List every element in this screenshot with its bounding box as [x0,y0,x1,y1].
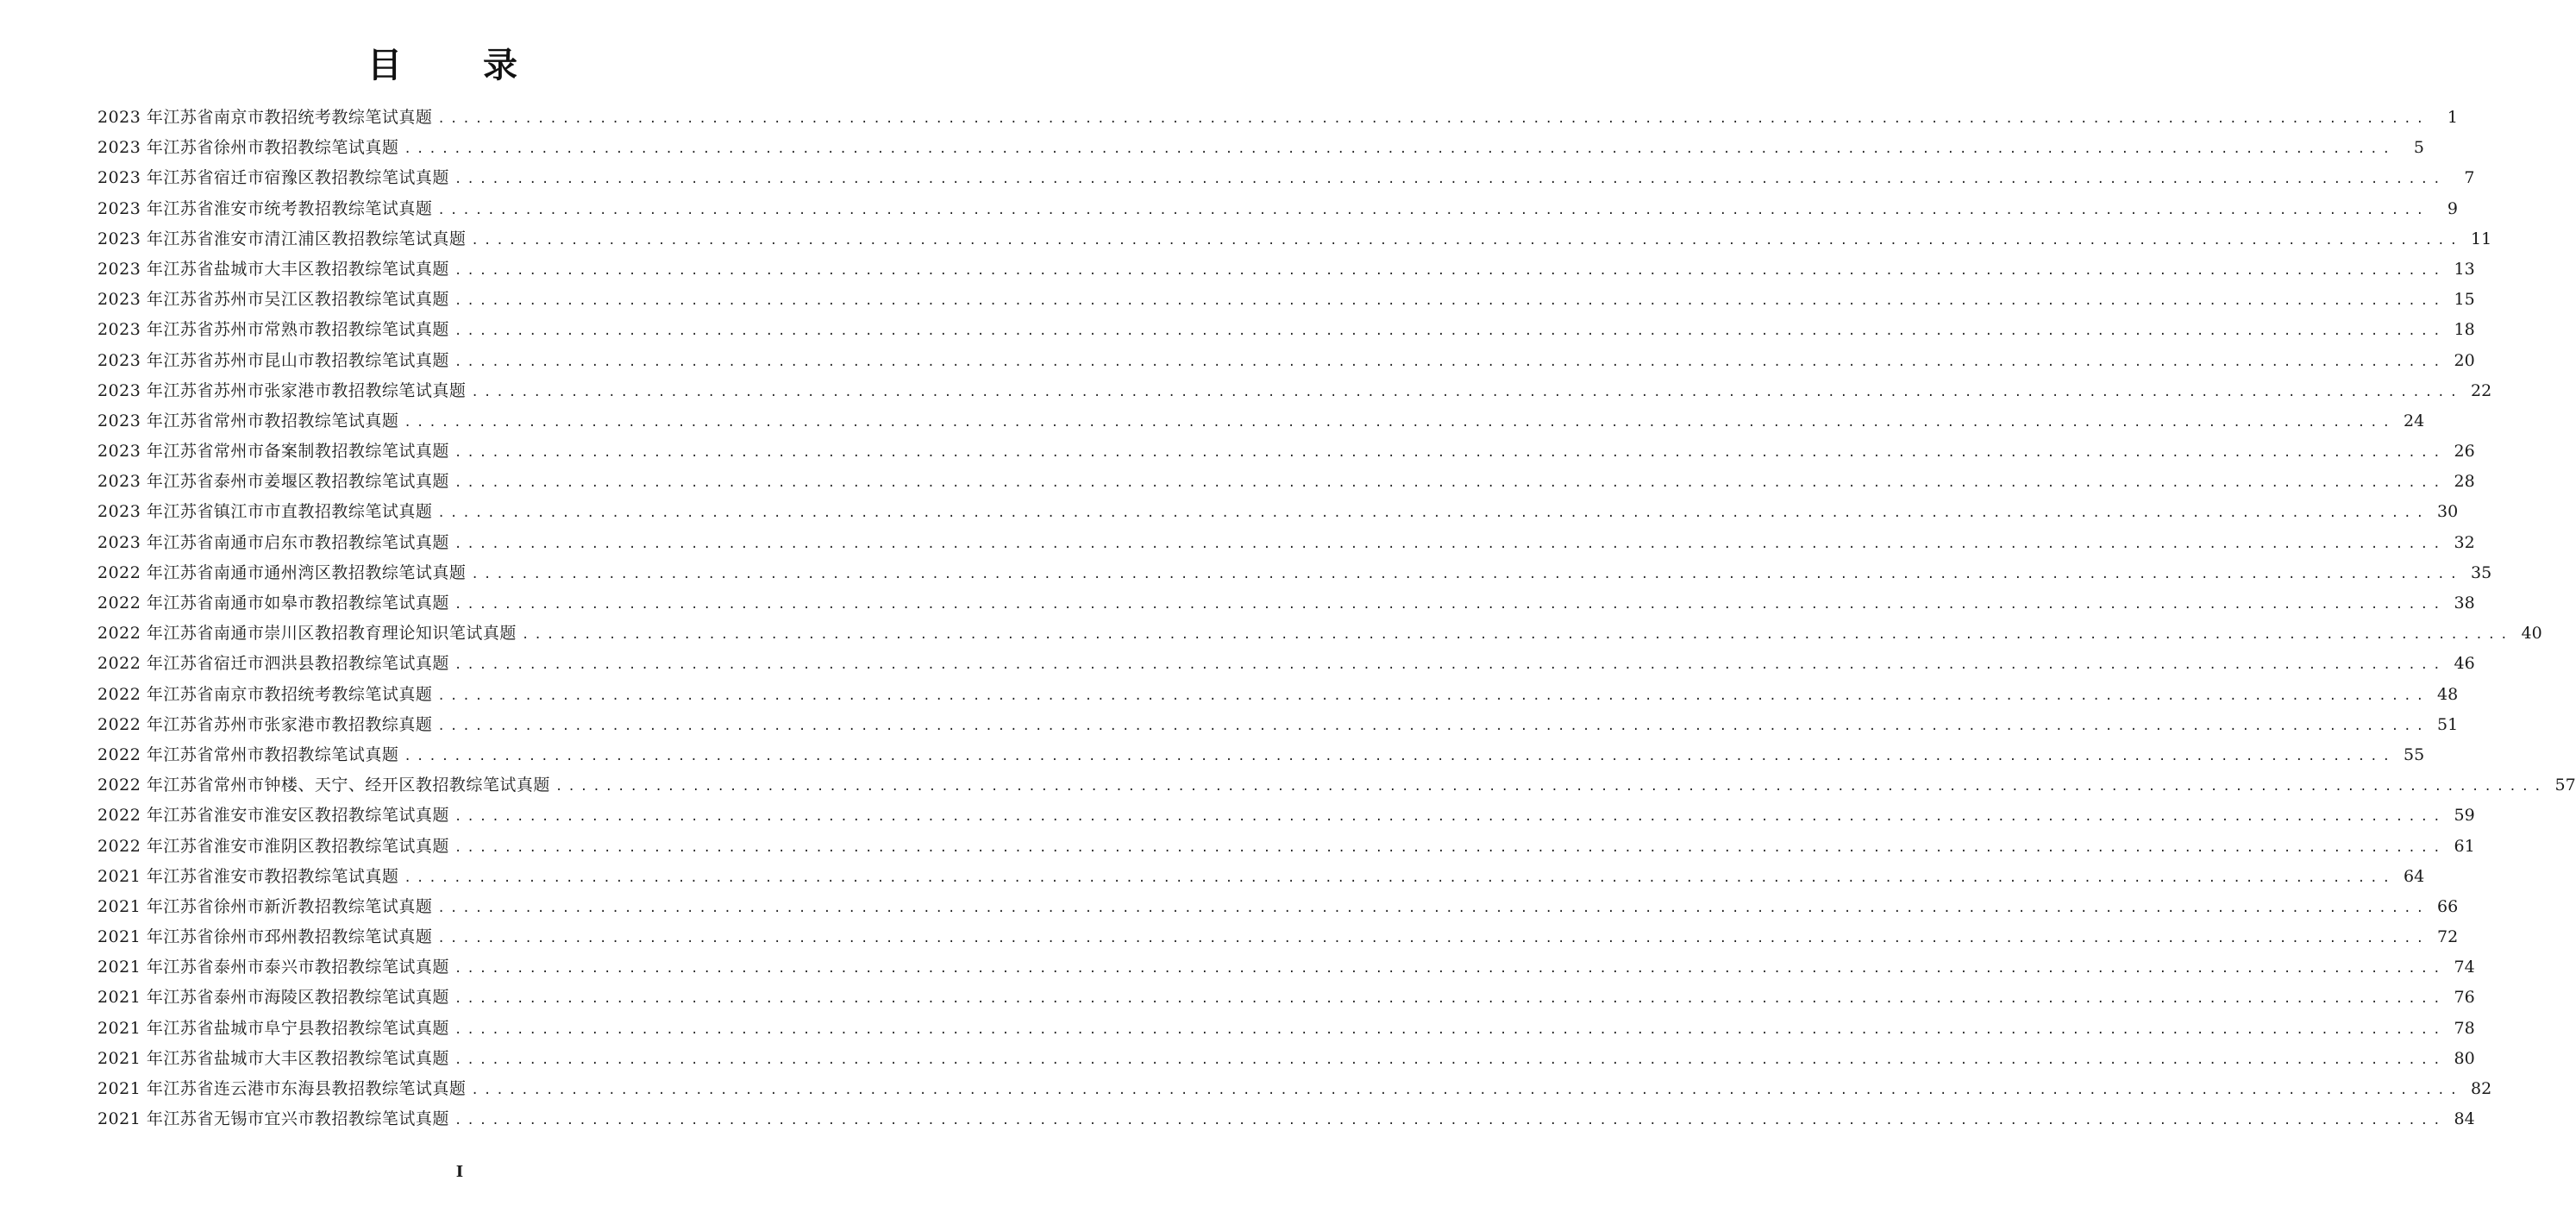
toc-entry[interactable] [97,1044,2475,1074]
toc-entry-title: 2023 年江苏省淮安市统考教招教综笔试真题 [97,198,433,218]
toc-entry-title: 2023 年江苏省泰州市姜堰区教招教综笔试真题 [97,472,449,492]
toc-entry[interactable] [97,528,2475,558]
toc-entry-title: 2022 年江苏省南通市通州湾区教招教综笔试真题 [97,562,467,582]
toc-entry-title: 2023 年江苏省宿迁市宿豫区教招教综笔试真题 [97,168,449,188]
toc-entry-page: 13 [2454,259,2475,279]
toc-leader-dots: ................................................................................................................................................................ [454,263,2446,278]
toc-entry-title: 2021 年江苏省徐州市新沂教招教综笔试真题 [97,896,433,916]
toc-leader-dots: ................................................................................................................................................................ [454,658,2446,673]
toc-entry[interactable] [97,558,2492,588]
toc-entry-page: 26 [2454,442,2475,462]
toc-leader-dots: ................................................................................................................................................................ [437,901,2429,915]
toc-entry[interactable] [97,983,2475,1013]
toc-entry-page: 24 [2404,411,2425,430]
toc-entry-page: 84 [2454,1109,2475,1129]
toc-leader-dots: ................................................................................................................................................................ [454,324,2446,339]
toc-entry-title: 2023 年江苏省常州市教招教综笔试真题 [97,411,399,430]
toc-entry-page: 61 [2454,836,2475,856]
toc-entry[interactable] [97,801,2475,831]
toc-leader-dots: ................................................................................................................................................................ [454,840,2446,855]
toc-entry-title: 2022 年江苏省南通市如皋市教招教综笔试真题 [97,594,449,612]
page-number: I [455,1163,464,1181]
toc-leader-dots: ................................................................................................................................................................ [454,962,2446,977]
toc-entry[interactable] [97,376,2492,406]
toc-entry-page: 78 [2454,1018,2475,1038]
toc-entry[interactable] [97,224,2492,254]
toc-entry-title: 2022 年江苏省淮安市淮阴区教招教综笔试真题 [97,836,449,856]
toc-entry-title: 2023 年江苏省南京市教招统考教综笔试真题 [97,108,433,127]
toc-leader-dots: ................................................................................................................................................................ [471,385,2462,399]
toc-entry[interactable] [97,710,2459,740]
toc-entry[interactable] [97,103,2458,133]
toc-entry[interactable] [97,315,2475,345]
toc-entry-page: 66 [2437,896,2459,916]
toc-leader-dots: ................................................................................................................................................................ [555,780,2547,795]
toc-entry-title: 2022 年江苏省淮安市淮安区教招教综笔试真题 [97,806,449,826]
toc-leader-dots: ................................................................................................................................................................ [437,688,2429,703]
toc-entry[interactable] [97,437,2475,467]
table-of-contents [97,103,2576,1134]
toc-leader-dots: ................................................................................................................................................................ [471,1084,2462,1097]
toc-leader-dots: ................................................................................................................................................................ [454,810,2446,825]
toc-entry-title: 2021 年江苏省连云港市东海县教招教综笔试真题 [97,1079,467,1098]
toc-entry-title: 2023 年江苏省镇江市市直教招教综笔试真题 [97,502,433,522]
toc-leader-dots: ................................................................................................................................................................ [437,932,2429,946]
toc-entry[interactable] [97,649,2475,679]
toc-entry[interactable] [97,892,2459,922]
toc-entry-title: 2023 年江苏省淮安市清江浦区教招教综笔试真题 [97,229,467,248]
toc-entry-page: 64 [2404,866,2425,886]
toc-entry[interactable] [97,1074,2492,1104]
toc-entry-page: 1 [2447,108,2458,127]
toc-entry-page: 72 [2437,927,2459,947]
toc-leader-dots: ................................................................................................................................................................ [437,112,2429,126]
toc-entry-page: 57 [2554,776,2576,795]
toc-leader-dots: ................................................................................................................................................................ [404,415,2395,430]
toc-entry-page: 18 [2454,320,2475,340]
toc-entry[interactable] [97,497,2459,527]
toc-entry-page: 76 [2454,988,2475,1008]
toc-entry-title: 2023 年江苏省常州市备案制教招教综笔试真题 [97,442,449,462]
toc-leader-dots: ................................................................................................................................................................ [404,142,2395,157]
toc-entry-page: 46 [2454,654,2475,674]
toc-leader-dots: ................................................................................................................................................................ [454,476,2446,491]
toc-entry-title: 2022 年江苏省苏州市张家港市教招教综真题 [97,714,433,734]
toc-entry-title: 2023 年江苏省南通市启东市教招教综笔试真题 [97,532,449,552]
toc-entry-title: 2022 年江苏省常州市教招教综笔试真题 [97,744,399,764]
toc-entry-title: 2021 年江苏省泰州市海陵区教招教综笔试真题 [97,988,449,1008]
toc-entry-page: 11 [2471,229,2492,248]
toc-leader-dots: ................................................................................................................................................................ [437,506,2429,521]
toc-entry-page: 51 [2437,714,2459,734]
toc-entry-title: 2021 年江苏省泰州市泰兴市教招教综笔试真题 [97,958,449,977]
toc-entry-page: 35 [2471,562,2492,582]
toc-leader-dots: ................................................................................................................................................................ [454,173,2446,187]
toc-entry-page: 48 [2437,684,2459,704]
toc-entry[interactable] [97,862,2425,892]
toc-entry-title: 2023 年江苏省苏州市吴江区教招教综笔试真题 [97,290,449,310]
toc-entry[interactable] [97,254,2475,285]
toc-leader-dots: ................................................................................................................................................................ [454,537,2446,551]
toc-leader-dots: ................................................................................................................................................................ [471,567,2462,581]
toc-entry-page: 40 [2521,624,2542,644]
toc-entry[interactable] [97,1014,2475,1044]
toc-entry-title: 2021 年江苏省盐城市阜宁县教招教综笔试真题 [97,1018,449,1038]
toc-entry-page: 5 [2413,138,2424,158]
toc-entry[interactable] [97,680,2459,710]
toc-entry[interactable] [97,194,2458,224]
toc-entry[interactable] [97,346,2475,376]
toc-entry-page: 74 [2454,958,2475,977]
toc-entry-title: 2023 年江苏省苏州市常熟市教招教综笔试真题 [97,320,449,340]
toc-leader-dots: ................................................................................................................................................................ [437,719,2429,733]
toc-entry[interactable] [97,832,2475,862]
toc-entry[interactable] [97,133,2424,163]
toc-entry[interactable] [97,1104,2475,1134]
toc-leader-dots: ................................................................................................................................................................ [454,294,2446,309]
toc-entry-page: 28 [2454,472,2475,492]
toc-leader-dots: ................................................................................................................................................................ [454,1052,2446,1067]
toc-entry-title: 2021 年江苏省无锡市宜兴市教招教综笔试真题 [97,1109,449,1129]
toc-entry-page: 38 [2454,594,2475,612]
toc-entry-page: 30 [2437,502,2459,522]
toc-leader-dots: ................................................................................................................................................................ [454,446,2446,461]
toc-entry-page: 7 [2464,168,2475,188]
toc-leader-dots: ................................................................................................................................................................ [471,233,2462,248]
toc-entry-page: 80 [2454,1048,2475,1068]
toc-leader-dots: ................................................................................................................................................................ [454,598,2446,612]
toc-entry-page: 22 [2471,380,2492,400]
toc-entry[interactable] [97,952,2475,983]
toc-entry-page: 55 [2404,744,2425,764]
toc-entry[interactable] [97,770,2576,801]
page-title: 目 录 [367,45,552,85]
toc-entry[interactable] [97,740,2425,770]
toc-entry-page: 15 [2454,290,2475,310]
toc-entry-title: 2021 年江苏省盐城市大丰区教招教综笔试真题 [97,1048,449,1068]
toc-entry-page: 32 [2454,532,2475,552]
toc-leader-dots: ................................................................................................................................................................ [454,1114,2446,1128]
toc-entry-title: 2023 年江苏省盐城市大丰区教招教综笔试真题 [97,259,449,279]
toc-leader-dots: ................................................................................................................................................................ [404,870,2395,885]
toc-entry-title: 2023 年江苏省苏州市张家港市教招教综笔试真题 [97,380,467,400]
toc-entry-title: 2022 年江苏省南通市崇川区教招教育理论知识笔试真题 [97,624,517,644]
toc-entry[interactable] [97,163,2475,193]
toc-entry-title: 2022 年江苏省南京市教招统考教综笔试真题 [97,684,433,704]
toc-entry-title: 2022 年江苏省常州市钟楼、天宁、经开区教招教综笔试真题 [97,776,550,795]
toc-entry[interactable] [97,922,2459,952]
toc-entry[interactable] [97,406,2425,437]
toc-entry-page: 9 [2447,198,2458,218]
toc-entry-page: 82 [2471,1079,2492,1098]
toc-leader-dots: ................................................................................................................................................................ [404,749,2395,763]
toc-leader-dots: ................................................................................................................................................................ [454,992,2446,1007]
toc-entry-title: 2022 年江苏省宿迁市泗洪县教招教综笔试真题 [97,654,449,674]
toc-leader-dots: ................................................................................................................................................................ [437,203,2429,217]
toc-entry-title: 2021 年江苏省徐州市邳州教招教综笔试真题 [97,927,433,947]
toc-entry-title: 2023 年江苏省徐州市教招教综笔试真题 [97,138,399,158]
toc-leader-dots: ................................................................................................................................................................ [521,628,2513,643]
toc-leader-dots: ................................................................................................................................................................ [454,355,2446,369]
toc-entry-title: 2021 年江苏省淮安市教招教综笔试真题 [97,866,399,886]
toc-entry-title: 2023 年江苏省苏州市昆山市教招教综笔试真题 [97,350,449,370]
toc-entry[interactable] [97,467,2475,497]
toc-entry[interactable] [97,588,2475,619]
toc-entry-page: 59 [2454,806,2475,826]
toc-entry[interactable] [97,285,2475,315]
toc-entry-page: 20 [2454,350,2475,370]
toc-leader-dots: ................................................................................................................................................................ [454,1022,2446,1037]
toc-entry[interactable] [97,619,2542,649]
